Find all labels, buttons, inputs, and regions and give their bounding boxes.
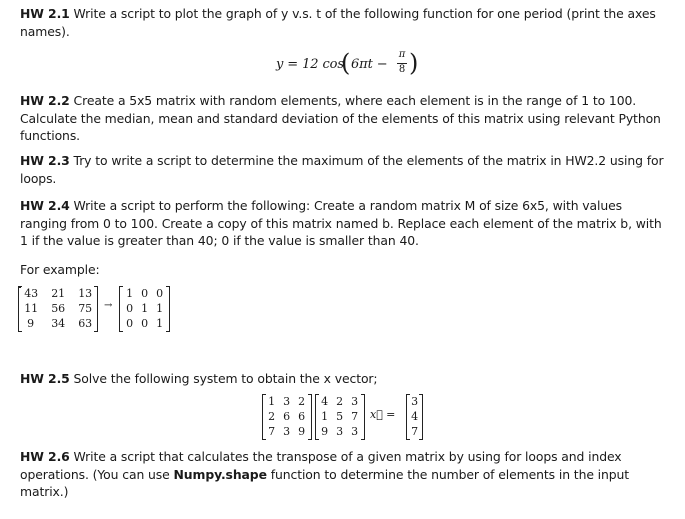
hw24-text: Write a script to perform the following: Create a random matrix M of size 6x5, with values ranging from 0 to 100. Create a copy of this matrix named b. Replace each element of the matrix b, with 1 if the value is greater than 40; 0 if the value is smaller than 40.	[20, 198, 662, 248]
hw25-label: HW 2.5	[20, 371, 70, 386]
matrix-cell: 7	[411, 425, 418, 438]
arrow-icon: →	[104, 300, 113, 311]
matrix-cell: 34	[51, 317, 65, 330]
matrix-cell: 7	[351, 410, 358, 423]
hw21-paragraph	[20, 5, 668, 40]
matrix-cell: 9	[27, 317, 34, 330]
hw24-example-matrices	[18, 286, 208, 334]
hw24-example-label: For example:	[20, 262, 100, 277]
matrix-cell: 13	[78, 287, 92, 300]
hw25-system	[262, 394, 432, 440]
matrix-cell: 0	[126, 317, 133, 330]
hw22-paragraph	[20, 92, 668, 145]
matrix-cell: 1	[268, 395, 275, 408]
equation-paren-left: (	[341, 49, 351, 77]
hw26-text-before: Write a script that calculates the transpose of a given matrix by using for loops and index operations. (You can use	[20, 449, 622, 482]
system-b-bracket-right	[361, 394, 365, 440]
hw22-text: Create a 5x5 matrix with random elements, where each element is in the range of 1 to 100. Calculate the median, mean and standard deviation of the elements of this matrix using relevant Python functions.	[20, 93, 661, 143]
system-a-bracket-right	[308, 394, 312, 440]
matrix-cell: 6	[298, 410, 305, 423]
matrix-cell: 21	[51, 287, 65, 300]
hw25-paragraph	[20, 370, 668, 388]
matrix-b-bracket-left	[119, 286, 123, 332]
matrix-cell: 0	[141, 317, 148, 330]
matrix-a-bracket-right	[94, 286, 98, 332]
matrix-cell: 0	[141, 287, 148, 300]
matrix-cell: 2	[268, 410, 275, 423]
matrix-b-bracket-right	[166, 286, 170, 332]
hw23-paragraph	[20, 152, 668, 187]
matrix-cell: 3	[336, 425, 343, 438]
matrix-cell: 3	[283, 425, 290, 438]
hw24-paragraph	[20, 197, 668, 250]
hw26-bold-term: Numpy.shape	[173, 466, 267, 482]
matrix-cell: 75	[78, 302, 92, 315]
matrix-cell: 6	[283, 410, 290, 423]
matrix-cell: 4	[321, 395, 328, 408]
hw21-text: Write a script to plot the graph of y v.s. t of the following function for one period (print the axes names).	[20, 6, 656, 39]
matrix-cell: 2	[336, 395, 343, 408]
hw26-paragraph	[20, 448, 668, 501]
matrix-cell: 1	[156, 302, 163, 315]
matrix-cell: 3	[351, 425, 358, 438]
matrix-cell: 1	[126, 287, 133, 300]
spacer	[18, 286, 21, 288]
matrix-cell: 1	[141, 302, 148, 315]
equation-paren-right: )	[409, 49, 419, 77]
equation-frac-num: π	[398, 49, 406, 60]
matrix-cell: 2	[298, 395, 305, 408]
matrix-cell: 9	[298, 425, 305, 438]
hw25-text: Solve the following system to obtain the x vector;	[69, 371, 378, 386]
x-vector-label: x⃗ =	[370, 408, 396, 421]
hw23-text: Try to write a script to determine the maximum of the elements of the matrix in HW2.2 using for loops.	[20, 153, 664, 186]
hw26-text-after: function to determine the number of elements in the input matrix.)	[20, 466, 630, 499]
matrix-cell: 9	[321, 425, 328, 438]
hw21-label: HW 2.1	[20, 6, 70, 21]
matrix-cell: 0	[126, 302, 133, 315]
matrix-cell: 5	[336, 410, 343, 423]
rhs-bracket-right	[419, 394, 423, 440]
matrix-cell: 3	[411, 395, 418, 408]
matrix-cell: 43	[24, 287, 38, 300]
matrix-cell: 56	[51, 302, 65, 315]
matrix-cell: 3	[283, 395, 290, 408]
matrix-cell: 1	[321, 410, 328, 423]
matrix-cell: 11	[24, 302, 38, 315]
equation-inner: 6πt −	[351, 57, 388, 72]
hw22-label: HW 2.2	[20, 93, 70, 108]
matrix-cell: 3	[351, 395, 358, 408]
matrix-cell: 0	[156, 287, 163, 300]
equation-frac-den: 8	[398, 64, 406, 75]
equation-lhs: y = 12 cos	[276, 57, 344, 72]
hw23-label: HW 2.3	[20, 153, 70, 168]
matrix-cell: 4	[411, 410, 418, 423]
hw24-label: HW 2.4	[20, 198, 70, 213]
matrix-cell: 7	[268, 425, 275, 438]
matrix-cell: 63	[78, 317, 92, 330]
matrix-cell: 1	[156, 317, 163, 330]
hw26-label: HW 2.6	[20, 449, 70, 464]
hw21-equation	[276, 50, 436, 80]
